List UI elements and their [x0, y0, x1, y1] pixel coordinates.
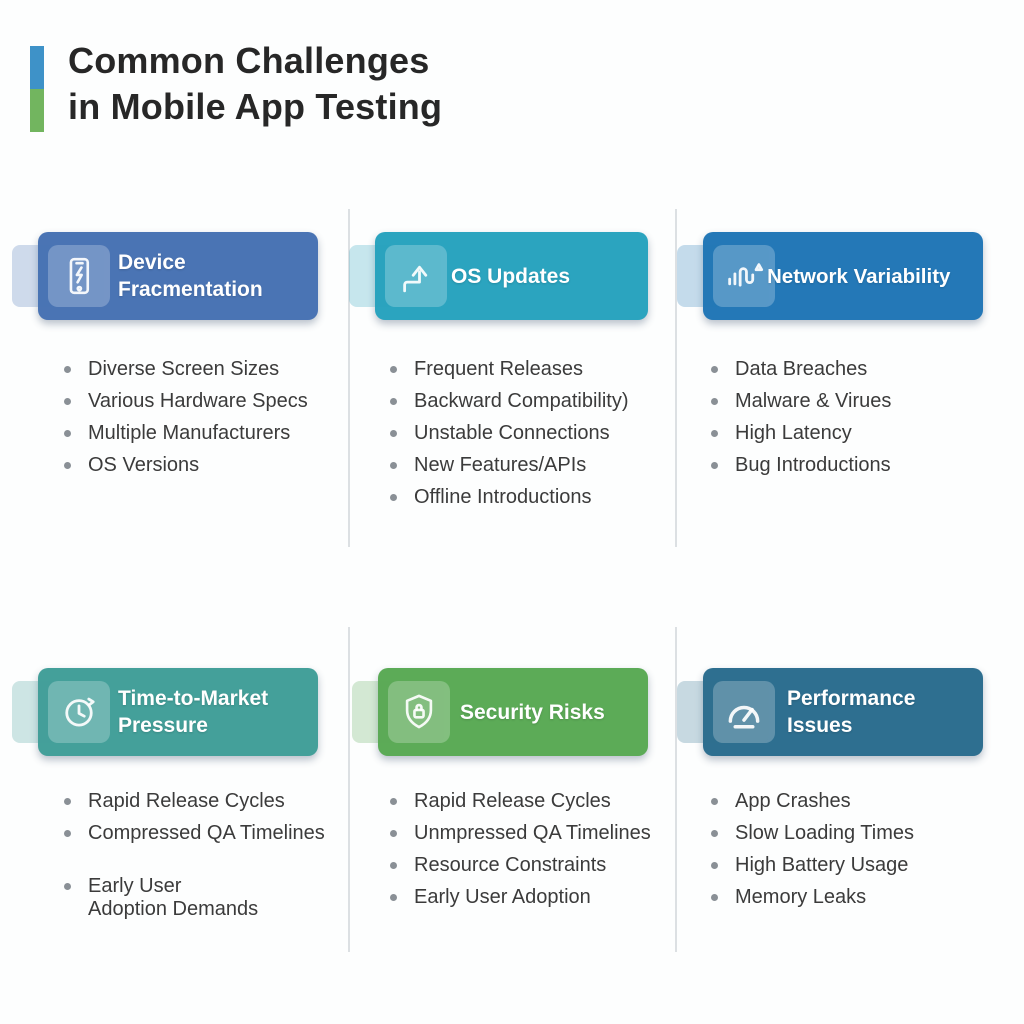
column-divider [675, 627, 677, 952]
card-header-device-fragmentation [38, 232, 318, 320]
list-item: Rapid Release Cycles [386, 790, 675, 813]
list-item: High Latency [707, 422, 1019, 445]
list-item: OS Versions [60, 454, 348, 477]
card-time-to-market-pressure [30, 625, 348, 955]
column-divider [348, 627, 350, 952]
list-item: Malware & Virues [707, 390, 1019, 413]
card-title: Device Fracmentation [118, 251, 263, 301]
card-title: Time-to-Market Pressure [118, 687, 269, 737]
shield-lock-icon [388, 681, 450, 743]
challenge-list [386, 358, 675, 509]
list-item: Early User Adoption [386, 886, 675, 909]
title-accent-bar [30, 46, 44, 132]
list-item: App Crashes [707, 790, 1019, 813]
arrow-level-up-icon [385, 245, 447, 307]
list-item: Multiple Manufacturers [60, 422, 348, 445]
card-performance-issues [679, 625, 1019, 955]
phone-crack-icon [48, 245, 110, 307]
list-item: High Battery Usage [707, 854, 1019, 877]
list-item: Data Breaches [707, 358, 1019, 381]
card-title: OS Updates [451, 264, 571, 288]
card-title: Security Risks [460, 700, 605, 724]
card-network-variability [679, 207, 1019, 552]
card-header-security-risks [378, 668, 648, 756]
list-item: Various Hardware Specs [60, 390, 348, 413]
list-item: Diverse Screen Sizes [60, 358, 348, 381]
list-item: Backward Compatibility) [386, 390, 675, 413]
card-title: Performance Issues [787, 687, 916, 737]
list-item: Compressed QA Timelines [60, 822, 348, 845]
title-block [30, 38, 442, 132]
challenge-list [707, 790, 1019, 909]
list-item: Unmpressed QA Timelines [386, 822, 675, 845]
list-item: Unstable Connections [386, 422, 675, 445]
signal-wave-icon [713, 245, 775, 307]
list-item: Resource Constraints [386, 854, 675, 877]
card-header-os-updates [375, 232, 648, 320]
challenge-list [707, 358, 1019, 477]
accent-bar-green [30, 89, 44, 132]
list-item: Memory Leaks [707, 886, 1019, 909]
list-item: Slow Loading Times [707, 822, 1019, 845]
clock-refresh-icon [48, 681, 110, 743]
page-title [68, 38, 442, 132]
page-title-line2: in Mobile App Testing [68, 86, 443, 127]
card-security-risks [352, 625, 675, 955]
list-item: Early User Adoption Demands [60, 875, 260, 921]
card-title: Network Variability [767, 264, 951, 288]
list-item: Rapid Release Cycles [60, 790, 348, 813]
card-header-time-to-market [38, 668, 318, 756]
challenge-list [60, 790, 348, 921]
list-item: Offline Introductions [386, 486, 675, 509]
card-os-updates [352, 207, 675, 552]
gauge-icon [713, 681, 775, 743]
page-title-line1: Common Challenges [68, 40, 430, 81]
challenge-list [386, 790, 675, 909]
card-header-performance-issues [703, 668, 983, 756]
card-header-network-variability [703, 232, 983, 320]
challenge-list [60, 358, 348, 477]
list-item: New Features/APIs [386, 454, 675, 477]
accent-bar-blue [30, 46, 44, 89]
list-item: Bug Introductions [707, 454, 1019, 477]
card-device-fragmentation [30, 207, 348, 552]
list-item: Frequent Releases [386, 358, 675, 381]
